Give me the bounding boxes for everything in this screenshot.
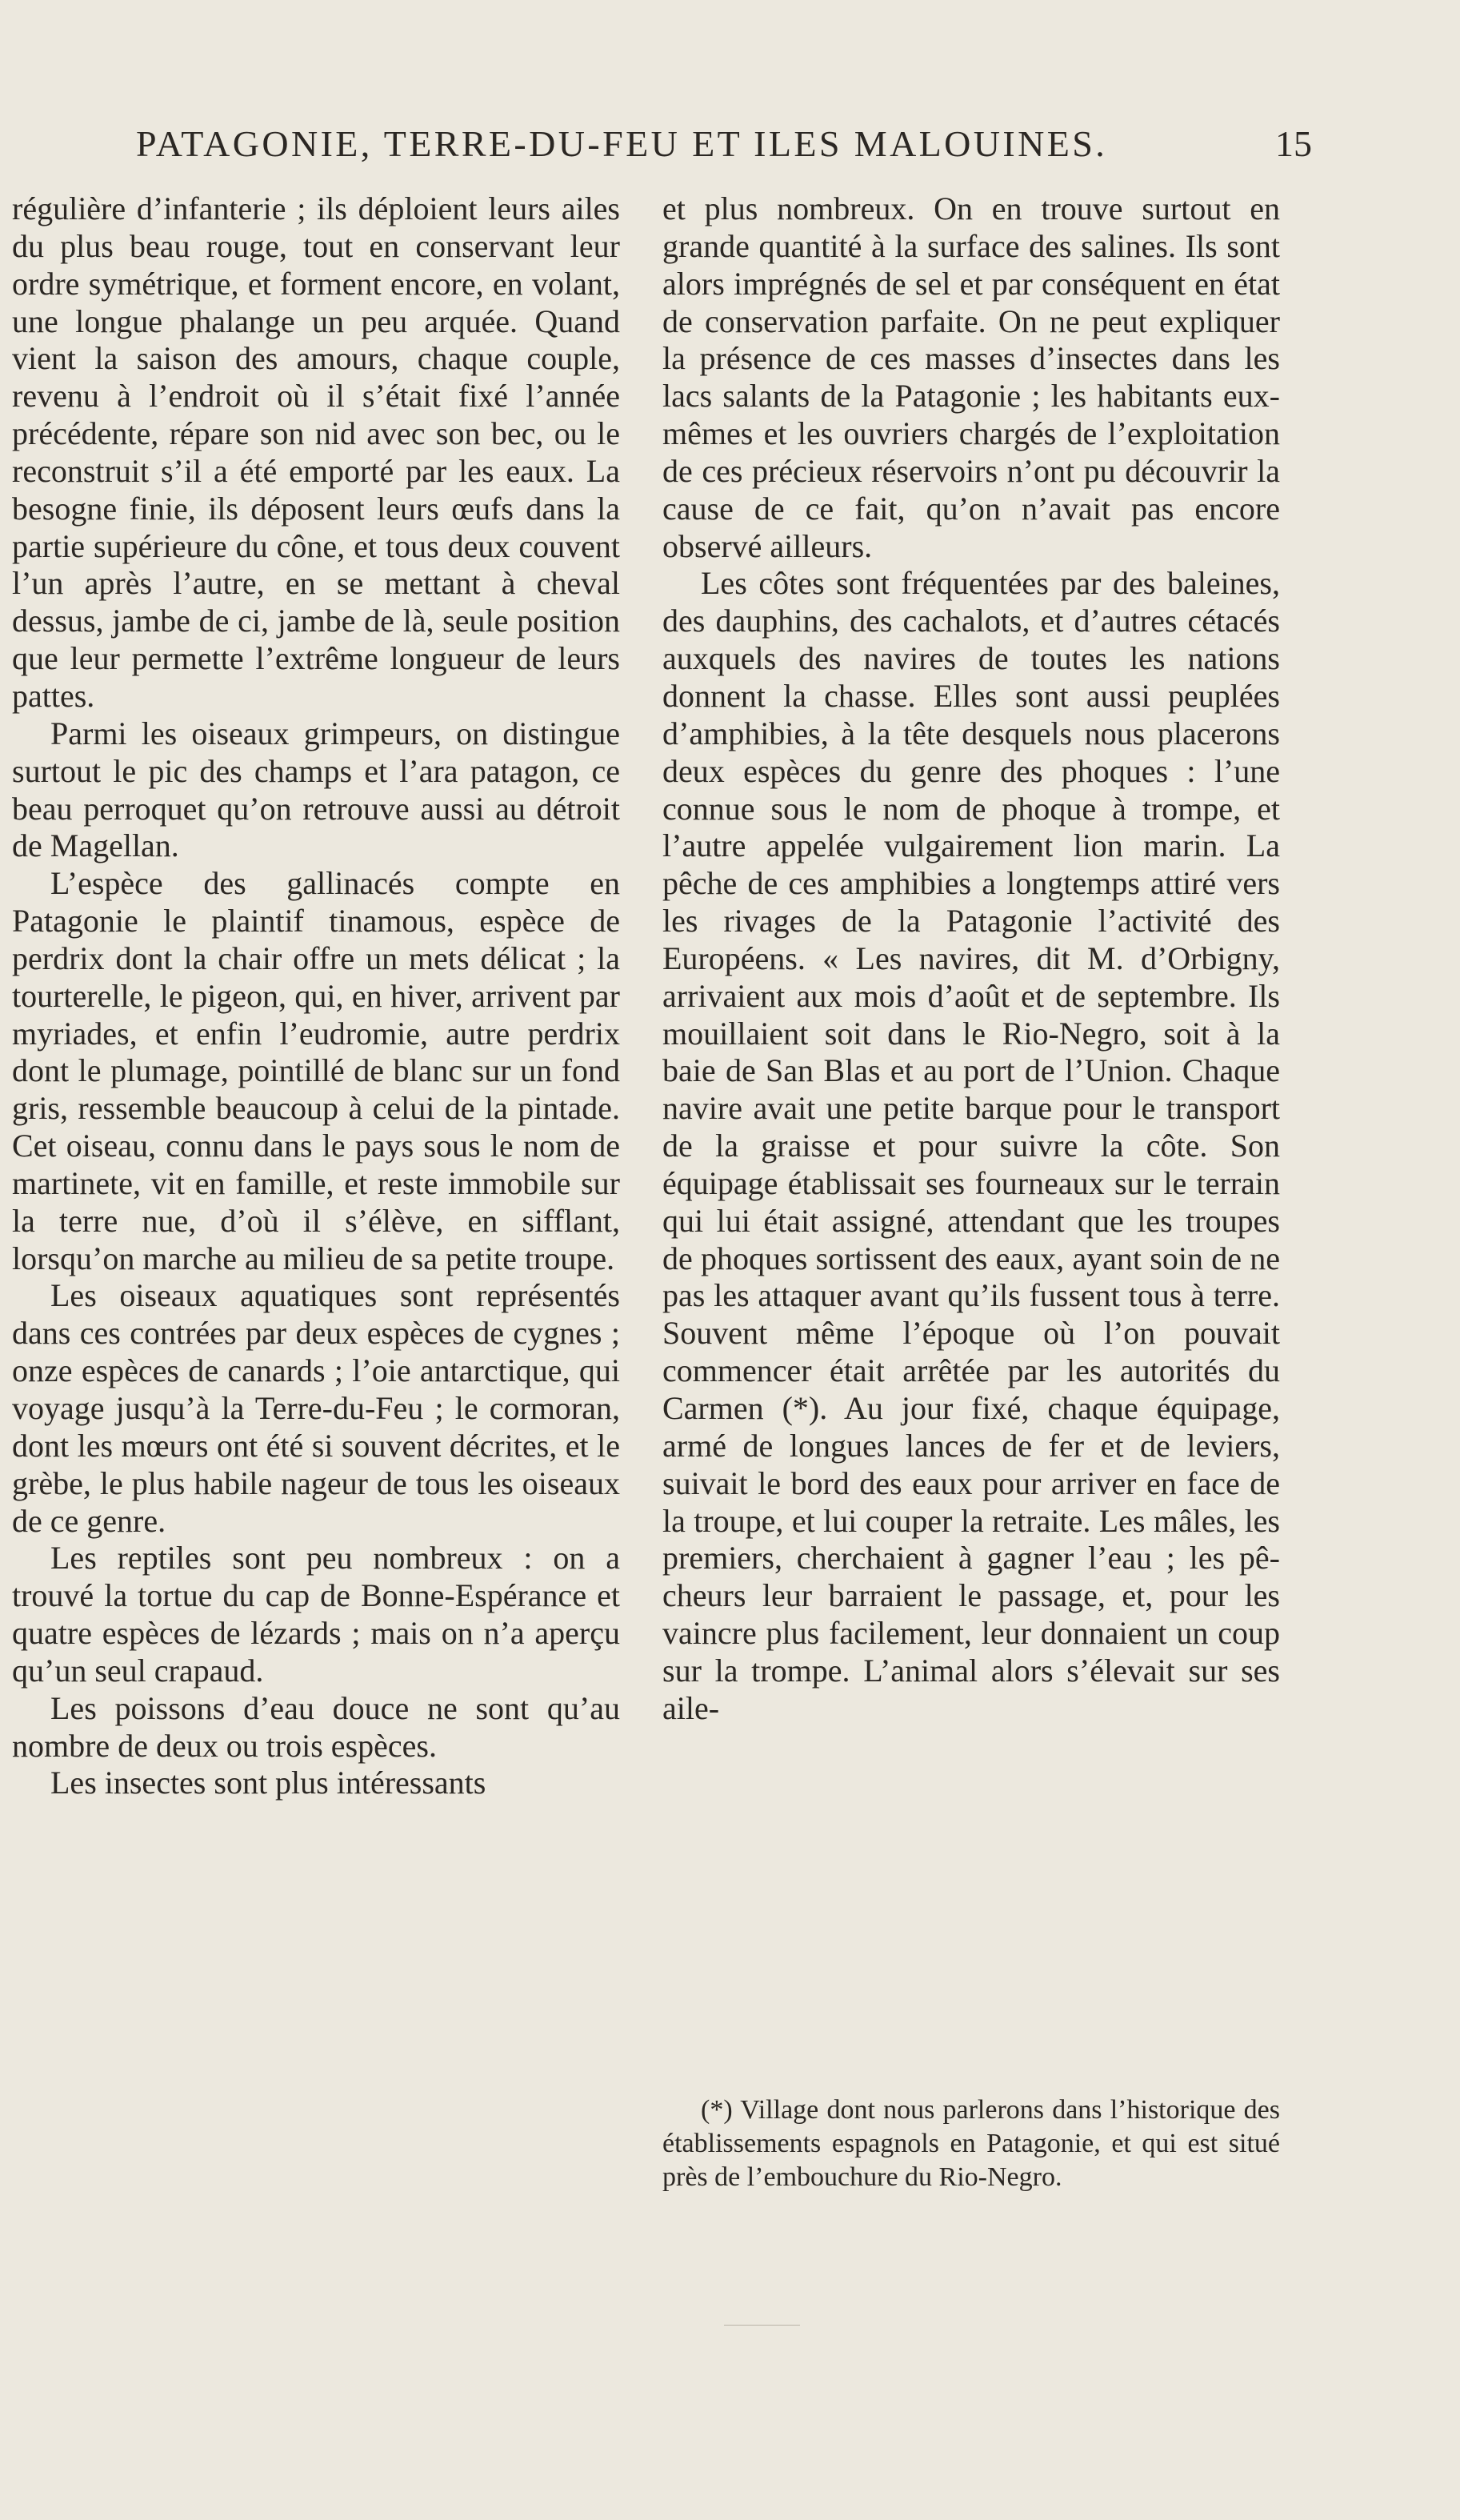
left-column	[12, 190, 620, 1802]
page-number: 15	[1275, 123, 1312, 164]
paragraph: Les côtes sont fréquentées par des baleines, des dauphins, des cachalots, et d’autres cétacés auxquels des navires de toutes les nations donnent la chasse. Elles sont aussi peuplées d’amphibies, à la tête desquels nous placerons deux espèces du genre des phoques : l’une connue sous le nom de phoque à trompe, et l’autre appelée vulgairement lion marin. La pêche de ces amphibies a longtemps attiré vers les rivages de la Patagonie l’activité des Européens. « Les navires, dit M. d’Orbigny, arrivaient aux mois d’août et de septembre. Ils mouillaient soit dans le Rio-Negro, soit à la baie de San Blas et au port de l’Union. Chaque navire avait une petite barque pour le transport de la graisse et pour suivre la côte. Son équipage établissait ses fourneaux sur le terrain qui lui était assigné, attendant que les troupes de phoques sortissent des eaux, ayant soin de ne pas les attaquer avant qu’ils fussent tous à terre. Souvent même l’époque où l’on pouvait commencer était arrêtée par les autorités du Carmen (*). Au jour fixé, chaque équipage, armé de longues lances de fer et de leviers, suivait le bord des eaux pour arriver en face de la troupe, et lui couper la retraite. Les mâles, les premiers, cherchaient à gagner l’eau ; les pêcheurs leur barraient le passage, et, pour les vaincre plus facilement, leur donnaient un coup sur la trompe. L’animal alors s’élevait sur ses aile-	[662, 565, 1280, 1726]
paragraph: régulière d’infanterie ; ils déploient leurs ailes du plus beau rouge, tout en conservant leur ordre symétrique, et forment encore, en volant, une longue phalange un peu arquée. Quand vient la saison des amours, chaque couple, revenu à l’endroit où il s’était fixé l’année précédente, répare son nid avec son bec, ou le reconstruit s’il a été emporté par les eaux. La besogne finie, ils déposent leurs œufs dans la partie supérieure du cône, et tous deux couvent l’un après l’autre, en se mettant à cheval dessus, jambe de ci, jambe de là, seule position que leur permette l’extrême longueur de leurs pattes.	[12, 190, 620, 714]
running-title: PATAGONIE, TERRE-DU-FEU ET ILES MALOUINES.	[136, 123, 1108, 164]
paragraph: Parmi les oiseaux grimpeurs, on distingue surtout le pic des champs et l’ara patagon, ce beau perroquet qu’on retrouve aussi au détroit de Magellan.	[12, 715, 620, 864]
paragraph: Les insectes sont plus intéressants	[50, 1765, 486, 1801]
paragraph: L’espèce des gallinacés compte en Patagonie le plaintif tinamous, espèce de perdrix dont la chair offre un mets délicat ; la tourterelle, le pigeon, qui, en hiver, arrivent par myriades, et enfin l’eudromie, autre perdrix dont le plumage, pointillé de blanc sur un fond gris, ressemble beaucoup à celui de la pintade. Cet oiseau, connu dans le pays sous le nom de martinete, vit en famille, et reste immobile sur la terre nue, d’où il s’élève, en sifflant, lorsqu’on marche au milieu de sa petite troupe.	[12, 865, 620, 1276]
right-column	[662, 190, 1280, 1728]
paragraph: Les reptiles sont peu nombreux : on a trouvé la tortue du cap de Bonne-Espérance et quatre espèces de lézards ; mais on n’a aperçu qu’un seul crapaud.	[12, 1540, 620, 1689]
page-header	[136, 120, 1312, 168]
footer-rule	[724, 2325, 800, 2326]
paragraph: Les oiseaux aquatiques sont représentés dans ces contrées par deux espèces de cygnes ; onze espèces de canards ; l’oie antarctique, qui voyage jusqu’à la Terre-du-Feu ; le cormoran, dont les mœurs ont été si souvent décrites, et le grèbe, le plus habile nageur de tous les oiseaux de ce genre.	[12, 1277, 620, 1539]
paragraph: et plus nombreux. On en trouve surtout en grande quantité à la surface des salines. Ils sont alors imprégnés de sel et par conséquent en état de conservation parfaite. On ne peut expliquer la présence de ces masses d’insectes dans les lacs salants de la Patagonie ; les habitants eux-mêmes et les ouvriers chargés de l’exploitation de ces précieux réservoirs n’ont pu découvrir la cause de ce fait, qu’on n’avait pas encore observé ailleurs.	[662, 190, 1280, 564]
paragraph: Les poissons d’eau douce ne sont qu’au nombre de deux ou trois espèces.	[12, 1689, 620, 1764]
footnote: (*) Village dont nous parlerons dans l’historique des établissements espagnols en Patagonie, et qui est situé près de l’embouchure du Rio-Negro.	[662, 2095, 1280, 2192]
